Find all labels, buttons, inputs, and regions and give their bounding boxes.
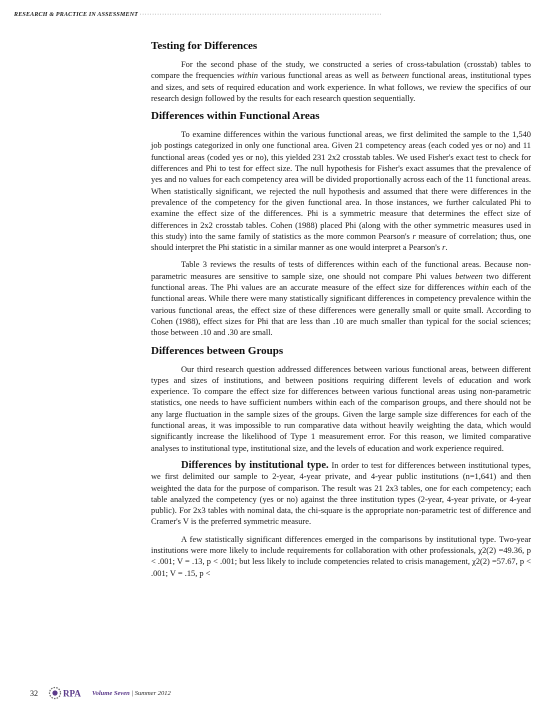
heading-differences-within-functional-areas: Differences within Functional Areas [151, 110, 320, 123]
text-run: various functional areas as well as [257, 71, 382, 81]
text-run: Table 3 reviews the results of tests of differences within each of the functional areas. Because non-parametric measures are sensitive to sample size, one should not compare Phi values [151, 260, 531, 281]
text-run: two different functional areas. The Phi values are an accurate measure of the effect size for differences [151, 271, 532, 293]
text-run: measure of correlation; thus, one should interpret the Phi statistic in a similar manner as one would interpret a Pearson's [151, 231, 532, 253]
text-run: . [445, 243, 448, 253]
emphasis-between: between [381, 71, 409, 81]
text-run: In order to test for differences between institutional types, we first delimited our sample to 2-year, 4-year private, and 4-year public institutions (n=1,641) and then weighted the data for the purpose of comparison. The result was 21 2x3 tables, one for each competency; each table analyzed the competency (yes or no) against the three institution types (2-year, 4-year private, or 4-year public). For 2x3 tables with nominal data, the chi-square is the appropriate non-parametric test of difference and Cramer's V is the preferred symmetric measure. [151, 460, 531, 527]
heading-testing-for-differences: Testing for Differences [151, 40, 258, 52]
paragraph-between-intro: Our third research question addressed differences between various functional areas, between different types and sizes of institutions, and between positions requiring different levels of education and work experience. To compare the effect size for differences between various functional areas using non-parametric statistics, one needs to have sufficient numbers within each of the comparison groups, and there should not be any large fluctuation in the sample sizes of the groups. Given the large sample size differences for each of the functional areas, it was impossible to run comparative data without heavily weighting the data, which would significantly increase the likelihood of Type 1 measurement error. For this reason, we limited comparative analyses to institutional type, institutional size, and the levels of education and work experience required. [151, 364, 531, 453]
page-footer [30, 686, 330, 700]
text-run: To examine differences within the various functional areas, we first delimited the sample to the 1,540 job postings categorized in only one functional area. Given 21 competency areas (each coded yes or no) and 11 functional areas (coded yes or no), this yielded 231 2x2 crosstab tables. We used Fisher's exact test to check for differences and Phi to test for effect size. The null hypothesis for Fisher's exact assumes that the prevalence of yes and no values for each competency area will be divided proportionally across each of the 11 functional areas. When statistically significant, we rejected the null hypothesis and assumed that there were differences in the prevalence of the competency for the given functional area. In those instances, we further calculated Phi to examine the effect size of the differences. Phi is a symmetric measure that determines the effect size of differences in 2x2 crosstab tables. Cohen (1988) placed Phi (along with the other symmetric measures used in this study) into the same family of statistics as the more common Pearson's [151, 130, 531, 241]
paragraph-within-method [151, 129, 531, 253]
rpa-logo-text: RPA [63, 688, 81, 699]
running-head-title: RESEARCH & PRACTICE IN ASSESSMENT [14, 12, 139, 18]
emphasis-between: between [455, 271, 483, 281]
emphasis-within: within [236, 71, 258, 81]
footer-separator: | [129, 689, 135, 697]
journal-season: Summer 2012 [134, 689, 171, 697]
running-head [14, 12, 536, 22]
paragraph-within-results [151, 259, 531, 338]
journal-issue [92, 690, 171, 697]
run-in-heading-institutional-type: Differences by institutional type. [181, 459, 329, 471]
paragraph-institutional-type [151, 460, 531, 528]
emphasis-r: r [412, 231, 416, 241]
heading-differences-between-groups: Differences between Groups [151, 344, 284, 357]
emphasis-r: r [442, 243, 446, 253]
emphasis-within: within [467, 283, 489, 293]
paragraph-institutional-type-results: A few statistically significant differences emerged in the comparisons by institutional type. Two-year institutions were more likely to include requirements for collaboration with other professionals, χ2(2) =49.36, p < .001; V = .13, p < .001; but less likely to include competencies related to crisis management, χ2(2) =57.67, p < .001; V = .15, p < [151, 534, 531, 578]
article-body [151, 40, 531, 583]
text-run: For the second phase of the study, we constructed a series of cross-tabulation (crosstab) tables to compare the frequencies [151, 60, 531, 81]
running-head-dots: ································································································· [139, 12, 383, 18]
text-run: functional areas, institutional types and sizes, and sets of required education and work experience. In what follows, we review the specifics of our research design followed by the results for each research question sequentially. [151, 71, 531, 103]
text-run: each of the functional areas. While there were many statistically significant differences in competency prevalence within the various functional areas, the effect size of these differences were generally small or quite small. According to Cohen (1988), effect sizes for Phi that are less than .10 are much smaller than typical for the social sciences; those between .10 and .30 are small. [151, 283, 531, 338]
journal-volume: Volume Seven [92, 689, 130, 697]
page-number: 32 [30, 688, 38, 698]
paragraph-testing-intro [151, 59, 531, 104]
rpa-logo-icon [48, 686, 86, 700]
